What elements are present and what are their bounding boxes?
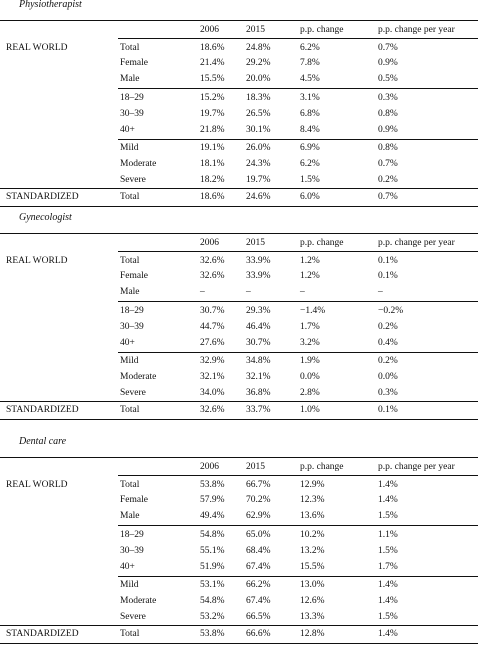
row-label: 40+ xyxy=(120,125,135,135)
col-pp-change-value: 12.3% xyxy=(300,495,325,505)
group-rule xyxy=(118,139,478,140)
column-header: p.p. change xyxy=(300,462,344,472)
col-2015-value: 67.4% xyxy=(246,562,271,572)
standardized-rule xyxy=(0,401,478,402)
col-2006-value: 55.1% xyxy=(200,546,225,556)
col-2015-value: 29.2% xyxy=(246,58,271,68)
col-pp-change-value: 1.9% xyxy=(300,356,320,366)
col-2006-value: 27.6% xyxy=(200,338,225,348)
col-2015-value: – xyxy=(246,287,251,297)
col-2015-value: 66.5% xyxy=(246,612,271,622)
table-row xyxy=(0,123,478,138)
col-pp-change-value: 6.8% xyxy=(300,109,320,119)
table-row xyxy=(0,254,478,269)
row-group-label: STANDARDIZED xyxy=(6,629,79,639)
col-2006-value: 15.2% xyxy=(200,93,225,103)
col-2006-value: 18.6% xyxy=(200,43,225,53)
column-header: p.p. change xyxy=(300,238,344,248)
row-group-label: REAL WORLD xyxy=(6,256,68,266)
column-header: p.p. change xyxy=(300,25,344,35)
row-label: Male xyxy=(120,74,140,84)
col-2006-value: 18.1% xyxy=(200,159,225,169)
col-pp-change-per-year-value: 0.7% xyxy=(378,159,398,169)
col-pp-change-value: 4.5% xyxy=(300,74,320,84)
col-2015-value: 46.4% xyxy=(246,322,271,332)
standardized-rule xyxy=(0,625,478,626)
group-rule xyxy=(118,576,478,577)
table-row xyxy=(0,493,478,508)
table-title: Gynecologist xyxy=(19,212,72,223)
col-pp-change-value: 6.2% xyxy=(300,43,320,53)
row-label: Female xyxy=(120,495,148,505)
col-2006-value: 34.0% xyxy=(200,388,225,398)
col-2006-value: 53.8% xyxy=(200,480,225,490)
col-pp-change-per-year-value: 0.3% xyxy=(378,93,398,103)
row-label: Total xyxy=(120,629,140,639)
row-label: Male xyxy=(120,511,140,521)
col-pp-change-per-year-value: 1.1% xyxy=(378,530,398,540)
table-row xyxy=(0,578,478,593)
col-2006-value: 21.8% xyxy=(200,125,225,135)
col-pp-change-value: 2.8% xyxy=(300,388,320,398)
col-2006-value: 57.9% xyxy=(200,495,225,505)
bottom-rule xyxy=(0,206,478,207)
col-2006-value: 54.8% xyxy=(200,596,225,606)
col-pp-change-per-year-value: 0.1% xyxy=(378,256,398,266)
col-2015-value: 68.4% xyxy=(246,546,271,556)
column-header: p.p. change per year xyxy=(378,238,455,248)
table-row xyxy=(0,610,478,625)
col-2015-value: 66.7% xyxy=(246,480,271,490)
col-pp-change-value: 7.8% xyxy=(300,58,320,68)
col-2015-value: 20.0% xyxy=(246,74,271,84)
col-pp-change-per-year-value: 0.8% xyxy=(378,143,398,153)
table-row xyxy=(0,173,478,188)
col-pp-change-value: 1.2% xyxy=(300,271,320,281)
col-pp-change-per-year-value: 0.5% xyxy=(378,74,398,84)
column-header: 2015 xyxy=(246,238,265,248)
col-pp-change-per-year-value: – xyxy=(378,287,383,297)
table-row xyxy=(0,190,478,205)
col-2006-value: 32.6% xyxy=(200,271,225,281)
col-2015-value: 36.8% xyxy=(246,388,271,398)
bottom-rule xyxy=(0,643,478,644)
col-2015-value: 67.4% xyxy=(246,596,271,606)
table-row xyxy=(0,627,478,642)
col-pp-change-value: 10.2% xyxy=(300,530,325,540)
col-pp-change-value: 6.9% xyxy=(300,143,320,153)
col-2006-value: 53.1% xyxy=(200,580,225,590)
col-pp-change-per-year-value: 0.1% xyxy=(378,405,398,415)
col-2015-value: 19.7% xyxy=(246,175,271,185)
table-title: Physiotherapist xyxy=(19,0,82,10)
col-2015-value: 34.8% xyxy=(246,356,271,366)
col-pp-change-value: 12.8% xyxy=(300,629,325,639)
row-label: 30–39 xyxy=(120,109,144,119)
table-row xyxy=(0,91,478,106)
row-label: Female xyxy=(120,58,148,68)
col-2006-value: 15.5% xyxy=(200,74,225,84)
table-row xyxy=(0,304,478,319)
col-2015-value: 70.2% xyxy=(246,495,271,505)
col-pp-change-per-year-value: 0.2% xyxy=(378,356,398,366)
column-header: 2006 xyxy=(200,462,219,472)
header-row xyxy=(0,460,478,475)
table-row xyxy=(0,370,478,385)
col-pp-change-per-year-value: 1.4% xyxy=(378,629,398,639)
col-2006-value: 19.7% xyxy=(200,109,225,119)
row-label: 18–29 xyxy=(120,306,144,316)
col-2006-value: – xyxy=(200,287,205,297)
table-row xyxy=(0,269,478,284)
col-pp-change-value: 13.6% xyxy=(300,511,325,521)
table-row xyxy=(0,528,478,543)
col-2015-value: 65.0% xyxy=(246,530,271,540)
table-section xyxy=(0,0,478,212)
row-label: Moderate xyxy=(120,159,157,169)
table-row xyxy=(0,386,478,401)
col-pp-change-per-year-value: 0.2% xyxy=(378,175,398,185)
header-rule xyxy=(118,251,478,252)
table-section xyxy=(0,213,478,425)
top-rule xyxy=(0,457,478,458)
table-row xyxy=(0,354,478,369)
top-rule xyxy=(0,20,478,21)
header-rule xyxy=(118,475,478,476)
col-pp-change-value: −1.4% xyxy=(300,306,326,316)
col-pp-change-value: 1.7% xyxy=(300,322,320,332)
col-pp-change-per-year-value: 1.5% xyxy=(378,511,398,521)
bottom-rule xyxy=(0,419,478,420)
col-pp-change-per-year-value: 1.7% xyxy=(378,562,398,572)
table-row xyxy=(0,72,478,87)
table-section xyxy=(0,437,478,649)
header-row xyxy=(0,23,478,38)
col-pp-change-value: 3.2% xyxy=(300,338,320,348)
table-row xyxy=(0,107,478,122)
row-label: 18–29 xyxy=(120,530,144,540)
row-label: Severe xyxy=(120,175,146,185)
col-pp-change-per-year-value: 0.1% xyxy=(378,271,398,281)
top-rule xyxy=(0,233,478,234)
col-pp-change-value: 1.2% xyxy=(300,256,320,266)
col-2015-value: 26.5% xyxy=(246,109,271,119)
col-2006-value: 18.6% xyxy=(200,192,225,202)
col-pp-change-per-year-value: 0.7% xyxy=(378,43,398,53)
table-row xyxy=(0,544,478,559)
row-group-label: STANDARDIZED xyxy=(6,192,79,202)
col-2006-value: 19.1% xyxy=(200,143,225,153)
table-row xyxy=(0,41,478,56)
table-row xyxy=(0,56,478,71)
col-2015-value: 33.9% xyxy=(246,271,271,281)
col-2006-value: 53.8% xyxy=(200,629,225,639)
col-pp-change-value: 8.4% xyxy=(300,125,320,135)
header-rule xyxy=(118,38,478,39)
row-label: Total xyxy=(120,192,140,202)
column-header: 2015 xyxy=(246,462,265,472)
header-row xyxy=(0,236,478,251)
row-label: 18–29 xyxy=(120,93,144,103)
col-pp-change-per-year-value: 0.3% xyxy=(378,388,398,398)
col-pp-change-per-year-value: 1.4% xyxy=(378,480,398,490)
col-2015-value: 18.3% xyxy=(246,93,271,103)
row-label: Total xyxy=(120,256,140,266)
col-2006-value: 32.6% xyxy=(200,256,225,266)
table-row xyxy=(0,141,478,156)
row-label: Mild xyxy=(120,356,139,366)
row-label: Moderate xyxy=(120,596,157,606)
row-label: 40+ xyxy=(120,562,135,572)
col-2015-value: 30.1% xyxy=(246,125,271,135)
row-label: 40+ xyxy=(120,338,135,348)
col-pp-change-per-year-value: 0.0% xyxy=(378,372,398,382)
col-pp-change-value: 12.6% xyxy=(300,596,325,606)
col-2015-value: 33.7% xyxy=(246,405,271,415)
col-pp-change-value: 0.0% xyxy=(300,372,320,382)
col-pp-change-per-year-value: 0.8% xyxy=(378,109,398,119)
table-row xyxy=(0,157,478,172)
row-label: Severe xyxy=(120,612,146,622)
row-label: Total xyxy=(120,405,140,415)
table-row xyxy=(0,320,478,335)
row-label: Severe xyxy=(120,388,146,398)
col-2006-value: 30.7% xyxy=(200,306,225,316)
col-2015-value: 33.9% xyxy=(246,256,271,266)
table-title: Dental care xyxy=(19,436,67,447)
col-pp-change-value: 6.0% xyxy=(300,192,320,202)
col-2006-value: 32.6% xyxy=(200,405,225,415)
col-pp-change-value: 13.2% xyxy=(300,546,325,556)
table-row xyxy=(0,560,478,575)
col-2006-value: 53.2% xyxy=(200,612,225,622)
row-label: Total xyxy=(120,480,140,490)
table-row xyxy=(0,336,478,351)
col-2015-value: 32.1% xyxy=(246,372,271,382)
column-header: 2006 xyxy=(200,238,219,248)
col-pp-change-value: 3.1% xyxy=(300,93,320,103)
row-group-label: REAL WORLD xyxy=(6,480,68,490)
col-pp-change-per-year-value: 1.4% xyxy=(378,495,398,505)
col-2006-value: 32.1% xyxy=(200,372,225,382)
col-2006-value: 51.9% xyxy=(200,562,225,572)
col-2015-value: 24.3% xyxy=(246,159,271,169)
col-2006-value: 49.4% xyxy=(200,511,225,521)
col-pp-change-value: 13.0% xyxy=(300,580,325,590)
table-row xyxy=(0,285,478,300)
col-2015-value: 30.7% xyxy=(246,338,271,348)
row-label: 30–39 xyxy=(120,546,144,556)
table-row xyxy=(0,403,478,418)
col-2015-value: 62.9% xyxy=(246,511,271,521)
column-header: p.p. change per year xyxy=(378,25,455,35)
col-2006-value: 44.7% xyxy=(200,322,225,332)
col-pp-change-per-year-value: 1.4% xyxy=(378,596,398,606)
row-group-label: STANDARDIZED xyxy=(6,405,79,415)
col-2006-value: 54.8% xyxy=(200,530,225,540)
row-label: Mild xyxy=(120,580,139,590)
col-pp-change-value: 15.5% xyxy=(300,562,325,572)
col-2015-value: 24.8% xyxy=(246,43,271,53)
col-2006-value: 21.4% xyxy=(200,58,225,68)
col-2015-value: 66.6% xyxy=(246,629,271,639)
col-pp-change-per-year-value: 0.7% xyxy=(378,192,398,202)
col-2015-value: 26.0% xyxy=(246,143,271,153)
col-2015-value: 66.2% xyxy=(246,580,271,590)
col-pp-change-per-year-value: 0.9% xyxy=(378,58,398,68)
col-2006-value: 18.2% xyxy=(200,175,225,185)
table-row xyxy=(0,594,478,609)
col-pp-change-value: 1.0% xyxy=(300,405,320,415)
col-pp-change-per-year-value: 0.2% xyxy=(378,322,398,332)
row-label: Total xyxy=(120,43,140,53)
col-pp-change-per-year-value: 1.5% xyxy=(378,612,398,622)
row-group-label: REAL WORLD xyxy=(6,43,68,53)
standardized-rule xyxy=(0,188,478,189)
col-pp-change-per-year-value: 0.9% xyxy=(378,125,398,135)
column-header: p.p. change per year xyxy=(378,462,455,472)
col-pp-change-value: 12.9% xyxy=(300,480,325,490)
row-label: Mild xyxy=(120,143,139,153)
group-rule xyxy=(118,301,478,302)
row-label: 30–39 xyxy=(120,322,144,332)
col-pp-change-value: – xyxy=(300,287,305,297)
row-label: Moderate xyxy=(120,372,157,382)
row-label: Male xyxy=(120,287,140,297)
table-row xyxy=(0,478,478,493)
group-rule xyxy=(118,88,478,89)
col-2015-value: 24.6% xyxy=(246,192,271,202)
col-pp-change-per-year-value: 1.4% xyxy=(378,580,398,590)
col-pp-change-value: 13.3% xyxy=(300,612,325,622)
col-2015-value: 29.3% xyxy=(246,306,271,316)
column-header: 2015 xyxy=(246,25,265,35)
group-rule xyxy=(118,525,478,526)
row-label: Female xyxy=(120,271,148,281)
col-pp-change-value: 6.2% xyxy=(300,159,320,169)
col-pp-change-per-year-value: 0.4% xyxy=(378,338,398,348)
col-pp-change-value: 1.5% xyxy=(300,175,320,185)
column-header: 2006 xyxy=(200,25,219,35)
col-pp-change-per-year-value: 1.5% xyxy=(378,546,398,556)
group-rule xyxy=(118,352,478,353)
col-2006-value: 32.9% xyxy=(200,356,225,366)
col-pp-change-per-year-value: −0.2% xyxy=(378,306,404,316)
table-row xyxy=(0,509,478,524)
